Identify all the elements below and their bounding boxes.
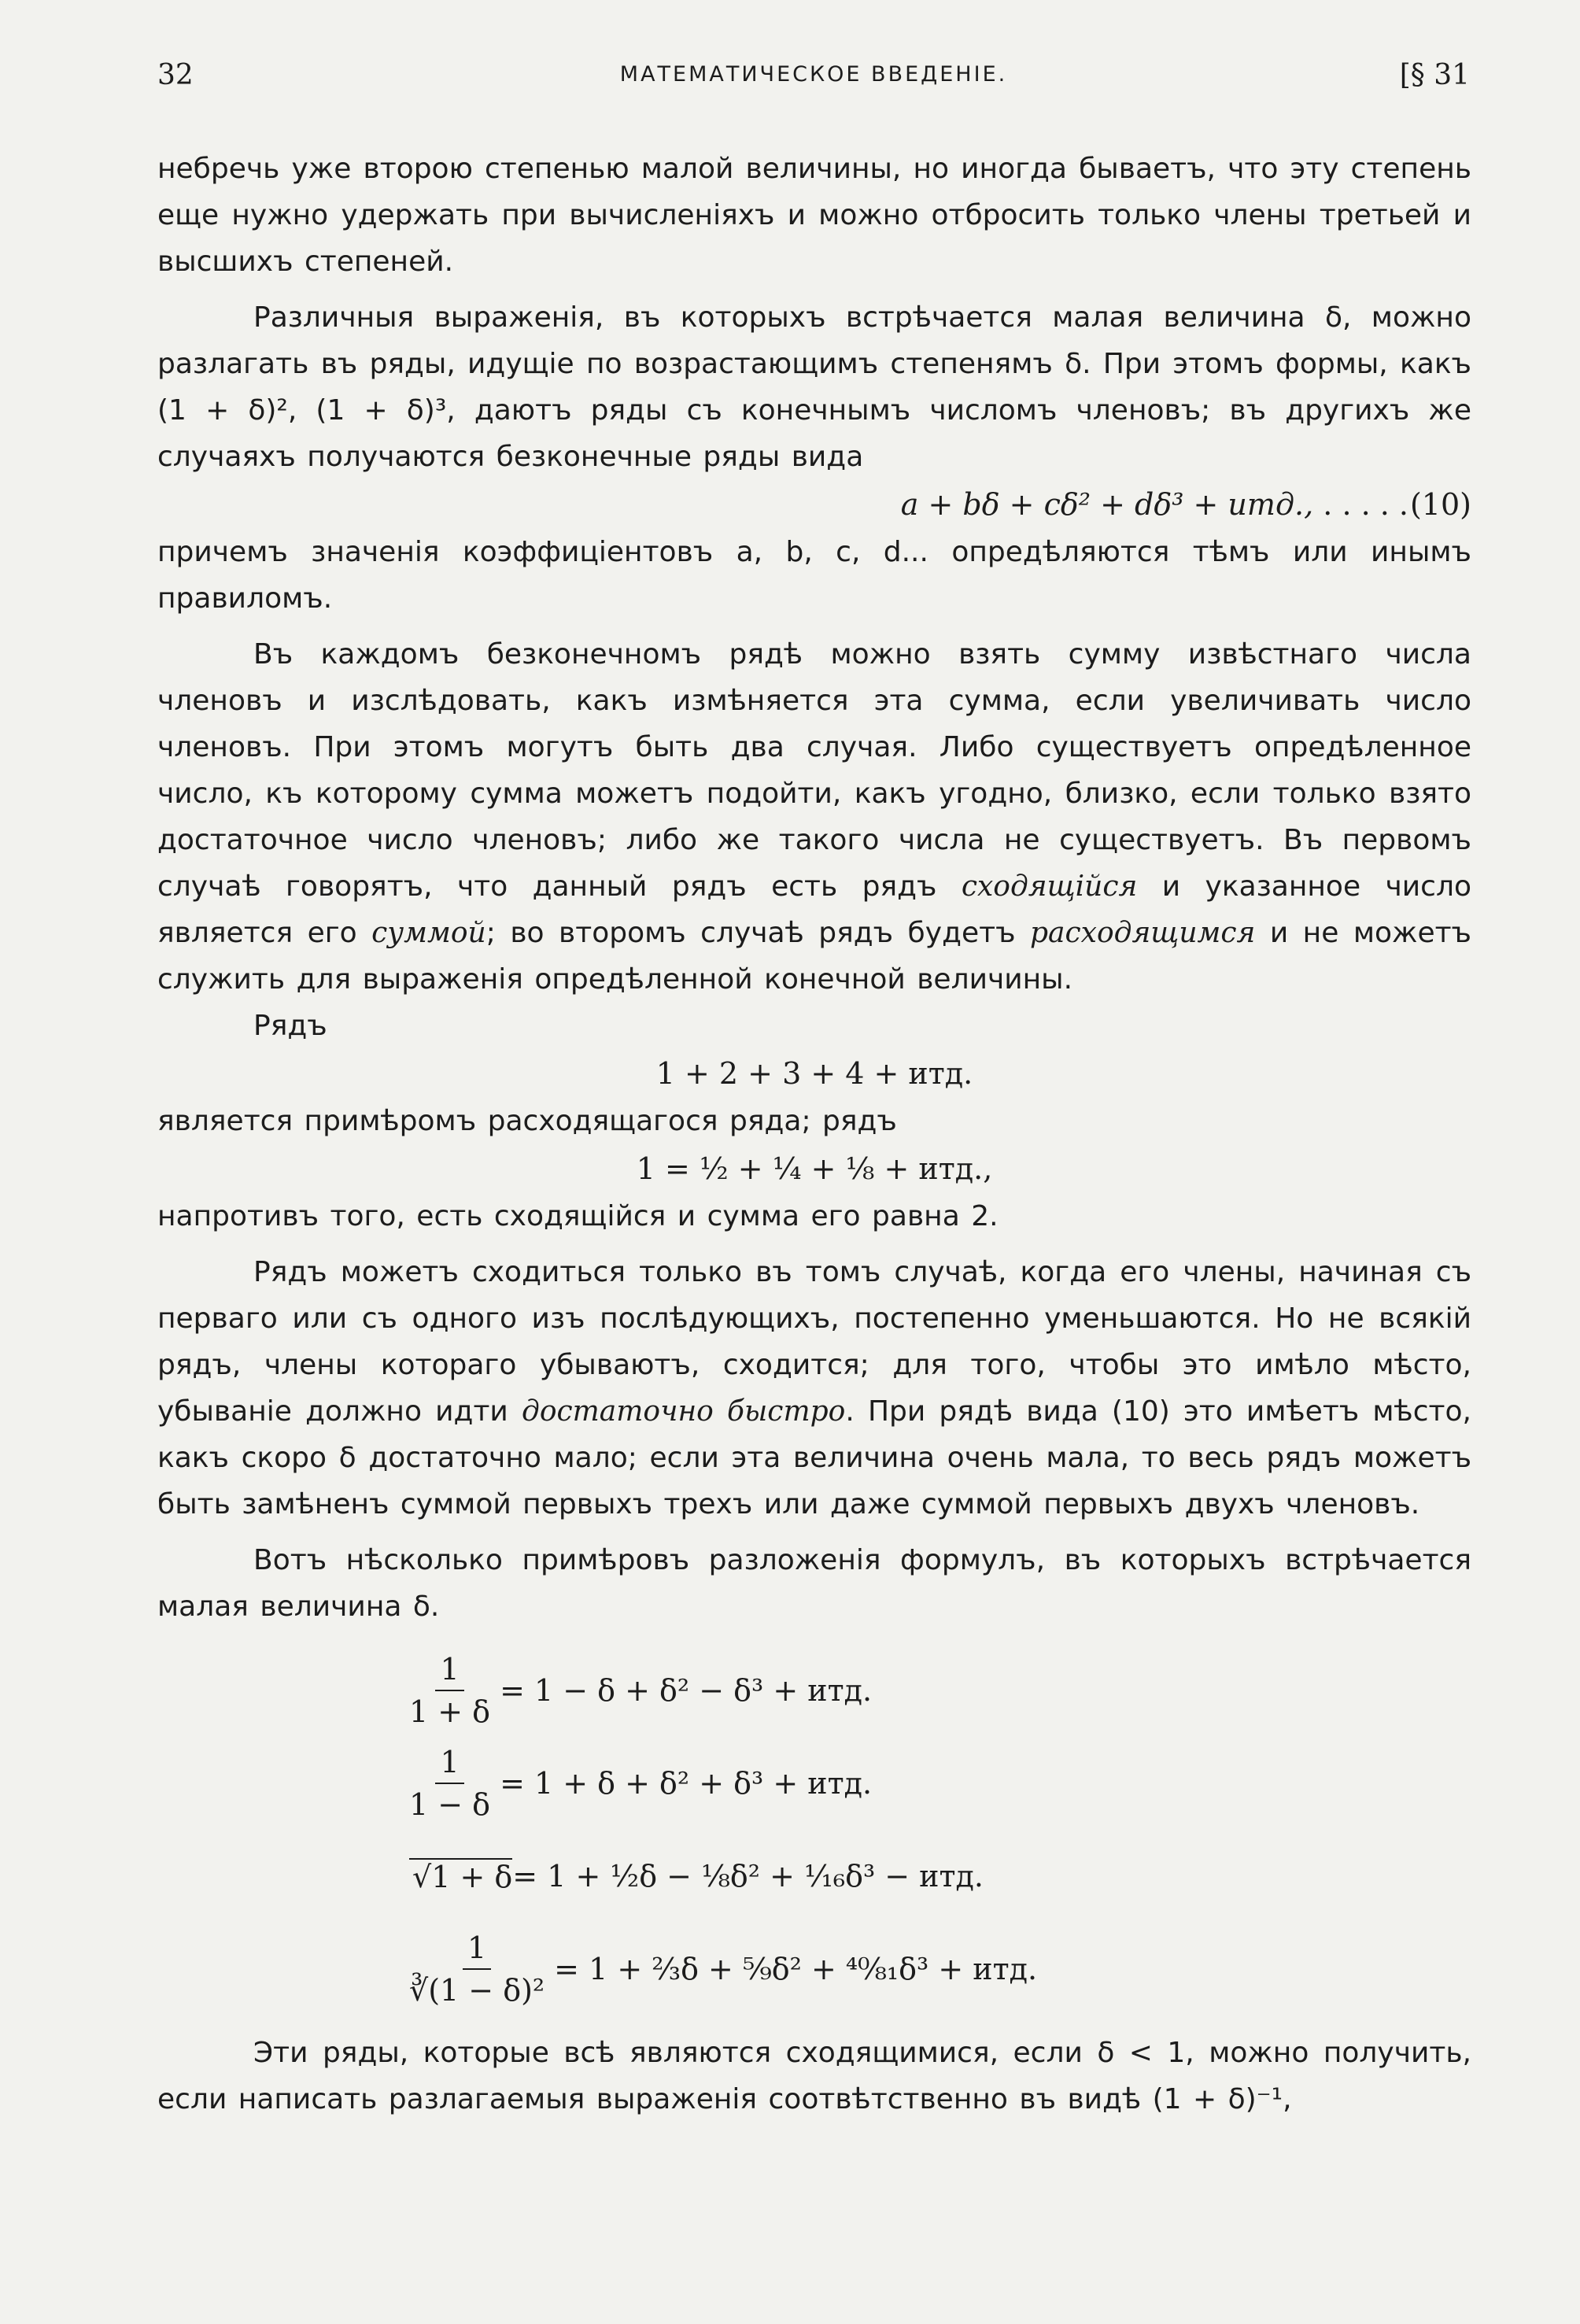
term-divergent: расходящимся xyxy=(1029,917,1256,949)
formula-1-fraction xyxy=(409,1652,490,1729)
paragraph-8-text-a: Рядъ можетъ сходиться только въ томъ случаѣ, когда его члены, начиная съ перваго или съ одного изъ послѣдующихъ, постепенно уменьшаются. Но не всякій рядъ, члены котораго убываютъ, сходится; для того, чтобы это имѣло мѣсто, убываніе должно идти xyxy=(157,1256,1471,1428)
formula-4 xyxy=(409,1923,1471,2015)
formula-2-numerator: 1 xyxy=(435,1745,463,1784)
formula-2 xyxy=(409,1737,1471,1830)
paragraph-8-text-b: . При рядѣ вида (10) это имѣетъ мѣсто, какъ скоро δ достаточно мало; если эта величина очень мала, то весь рядъ можетъ быть замѣненъ суммой первыхъ трехъ или даже суммой первыхъ двухъ членовъ. xyxy=(157,1395,1471,1520)
formula-1 xyxy=(409,1644,1471,1737)
page-number: 32 xyxy=(157,59,194,91)
formula-3-rhs: = 1 + ½δ − ⅛δ² + ¹⁄₁₆δ³ − итд. xyxy=(512,1859,984,1894)
equation-10-dots: . . . . . xyxy=(1323,487,1408,522)
term-sum: суммой xyxy=(371,917,486,949)
paragraph-7: напротивъ того, есть сходящійся и сумма его равна 2. xyxy=(157,1200,999,1232)
formula-2-rhs: = 1 + δ + δ² + δ³ + итд. xyxy=(500,1766,873,1801)
convergent-series: 1 = ½ + ¼ + ⅛ + итд., xyxy=(636,1151,993,1186)
expansion-formulas xyxy=(409,1644,1471,2015)
formula-4-denominator: ∛(1 − δ)² xyxy=(409,1973,545,2008)
formula-3 xyxy=(409,1830,1471,1923)
paragraph-4 xyxy=(157,631,1471,1003)
formula-3-lhs: √1 + δ xyxy=(409,1858,512,1894)
page-body xyxy=(157,146,1471,2123)
formula-1-denominator: 1 + δ xyxy=(409,1694,491,1729)
paragraph-4-text-d: и не можетъ служить для выраженія опредѣленной конечной величины. xyxy=(157,917,1471,996)
page-header xyxy=(157,59,1470,106)
term-convergent: сходящійся xyxy=(961,870,1138,903)
paragraph-1: небречь уже второю степенью малой величины, но иногда бываетъ, что эту степень еще нужно удержать при вычисленіяхъ и можно отбросить только члены третьей и высшихъ степеней. xyxy=(157,153,1471,278)
paragraph-8 xyxy=(157,1249,1471,1528)
paragraph-3: причемъ значенія коэффиціентовъ a, b, c, d... опредѣляются тѣмъ или инымъ правиломъ. xyxy=(157,536,1471,615)
equation-10-expression: a + bδ + cδ² + dδ³ + итд., xyxy=(900,487,1314,522)
equation-10-number: (10) xyxy=(1409,487,1471,522)
paragraph-9: Вотъ нѣсколько примѣровъ разложенія формулъ, въ которыхъ встрѣчается малая величина δ. xyxy=(157,1544,1471,1623)
paragraph-2: Различныя выраженія, въ которыхъ встрѣчается малая величина δ, можно разлагать въ ряды, идущіе по возрастающимъ степенямъ δ. При этомъ формы, какъ (1 + δ)², (1 + δ)³, даютъ ряды съ конечнымъ числомъ членовъ; въ другихъ же случаяхъ получаются безконечные ряды вида xyxy=(157,301,1471,473)
section-number: [§ 31 xyxy=(1399,59,1470,91)
formula-4-numerator: 1 xyxy=(463,1931,491,1970)
formula-2-fraction xyxy=(409,1745,490,1822)
formula-1-numerator: 1 xyxy=(435,1652,463,1691)
running-title: МАТЕМАТИЧЕСКОЕ ВВЕДЕНІЕ. xyxy=(619,62,1008,87)
formula-4-fraction xyxy=(409,1931,545,2008)
paragraph-10: Эти ряды, которые всѣ являются сходящимися, если δ < 1, можно получить, если написать разлагаемыя выраженія соотвѣтственно въ видѣ (1 + δ)⁻¹, xyxy=(157,2037,1471,2115)
term-fast-enough: достаточно быстро xyxy=(522,1395,846,1428)
formula-4-rhs: = 1 + ⅔δ + ⁵⁄₉δ² + ⁴⁰⁄₈₁δ³ + итд. xyxy=(554,1952,1038,1986)
paragraph-5: Рядъ xyxy=(253,1010,327,1042)
paragraph-6: является примѣромъ расходящагося ряда; рядъ xyxy=(157,1105,897,1137)
formula-1-rhs: = 1 − δ + δ² − δ³ + итд. xyxy=(500,1673,873,1708)
equation-10 xyxy=(157,480,1471,529)
paragraph-4-text-a: Въ каждомъ безконечномъ рядѣ можно взять сумму извѣстнаго числа членовъ и изслѣдовать, какъ измѣняется эта сумма, если увеличивать число членовъ. При этомъ могутъ быть два случая. Либо существуетъ опредѣленное число, къ которому сумма можетъ подойти, какъ угодно, близко, если только взято достаточное число членовъ; либо же такого числа не существуетъ. Въ первомъ случаѣ говорятъ, что данный рядъ есть рядъ xyxy=(157,638,1471,903)
paragraph-4-text-b: и указанное число является его xyxy=(157,870,1471,949)
formula-2-denominator: 1 − δ xyxy=(409,1787,491,1822)
divergent-series: 1 + 2 + 3 + 4 + итд. xyxy=(655,1056,973,1091)
paragraph-4-text-c: ; во второмъ случаѣ рядъ будетъ xyxy=(485,917,1030,949)
